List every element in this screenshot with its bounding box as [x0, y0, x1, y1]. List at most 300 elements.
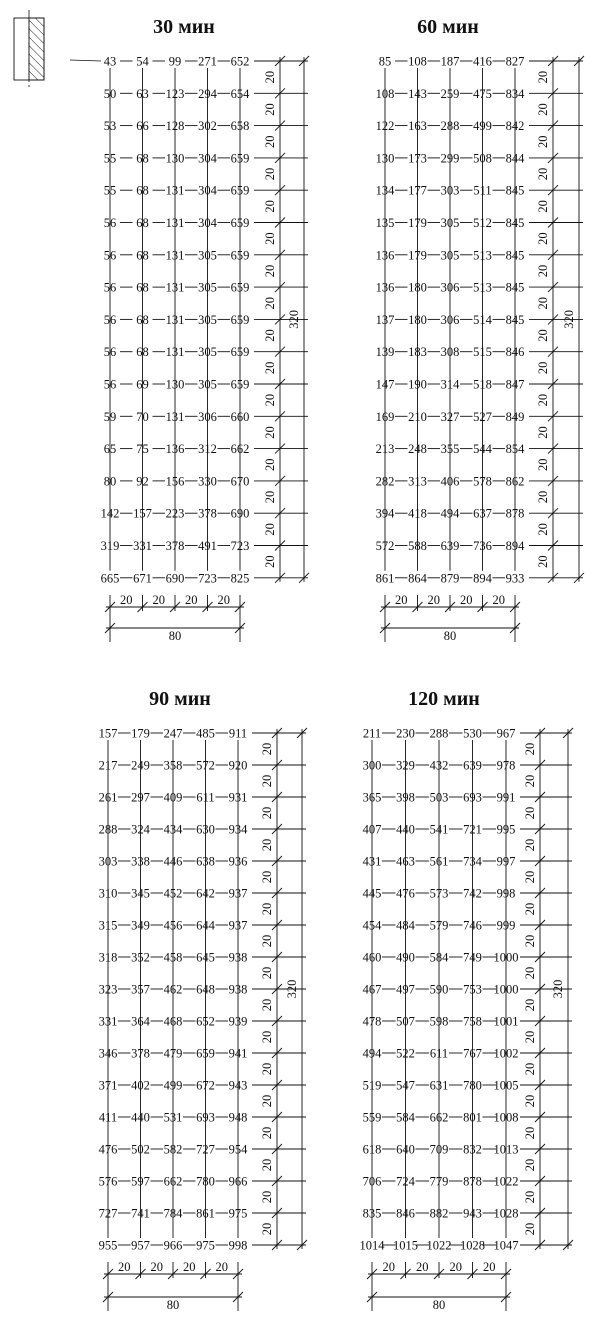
temperature-value: 527: [473, 409, 492, 424]
temperature-value: 502: [131, 1142, 150, 1157]
temperature-value: 183: [408, 345, 427, 360]
temperature-value: 68: [136, 345, 149, 360]
temperature-value: 631: [429, 1078, 449, 1093]
temperature-value: 305: [440, 248, 460, 263]
temperature-value: 659: [230, 151, 250, 166]
temperature-value: 398: [396, 790, 415, 805]
width-spacing-label: 20: [152, 593, 165, 607]
temperature-value: 978: [496, 758, 516, 773]
temperature-value: 598: [429, 1014, 449, 1029]
temperature-value: 179: [408, 216, 427, 230]
temperature-value: 966: [228, 1174, 248, 1189]
temperature-value: 1013: [493, 1142, 519, 1157]
temperature-value: 135: [375, 216, 395, 230]
temperature-value: 1002: [493, 1046, 519, 1061]
temperature-value: 305: [198, 345, 217, 360]
temperature-value: 572: [196, 758, 215, 773]
temperature-value: 304: [198, 151, 217, 166]
temperature-value: 998: [228, 1238, 248, 1253]
width-spacing-label: 20: [118, 1260, 131, 1274]
spacing-label: 20: [536, 135, 550, 148]
temperature-value: 522: [396, 1046, 415, 1061]
temperature-value: 56: [103, 216, 117, 230]
temperature-value: 345: [131, 886, 150, 901]
width-spacing-label: 20: [382, 1260, 395, 1274]
temperature-value: 741: [131, 1206, 150, 1221]
temperature-value: 187: [440, 54, 460, 69]
spacing-label: 20: [523, 998, 537, 1012]
temperature-value: 933: [505, 571, 525, 586]
temperature-value: 845: [505, 183, 525, 198]
temperature-value: 511: [473, 183, 492, 198]
temperature-value: 894: [505, 539, 525, 553]
temperature-value: 365: [362, 790, 382, 805]
temperature-value: 297: [131, 790, 150, 805]
temperature-value: 845: [505, 280, 525, 295]
temperature-value: 937: [228, 886, 248, 901]
temperature-value: 834: [505, 86, 525, 101]
temperature-value: 312: [198, 442, 217, 457]
temperature-value: 490: [396, 950, 415, 965]
temperature-value: 854: [505, 442, 525, 457]
temperature-value: 494: [362, 1046, 382, 1061]
temperature-value: 456: [163, 918, 183, 933]
temperature-value: 1028: [460, 1238, 485, 1253]
temperature-value: 894: [473, 571, 492, 586]
temperature-value: 660: [230, 409, 250, 424]
temperature-value: 304: [198, 216, 217, 230]
temperature-value: 310: [98, 886, 118, 901]
temperature-value: 491: [198, 539, 217, 553]
temperature-value: 672: [196, 1078, 215, 1093]
temperature-value: 1000: [493, 950, 519, 965]
temperature-value: 1015: [393, 1238, 418, 1253]
temperature-value: 1000: [493, 982, 519, 997]
height-label: 320: [551, 979, 565, 999]
spacing-label: 20: [536, 555, 550, 568]
spacing-label: 20: [523, 902, 537, 916]
temperature-value: 440: [131, 1110, 150, 1125]
temperature-value: 122: [375, 119, 395, 134]
temperature-value: 142: [100, 506, 120, 521]
temperature-value: 579: [429, 918, 449, 933]
temperature-value: 518: [473, 377, 492, 392]
spacing-label: 20: [263, 555, 277, 568]
temperature-value: 503: [429, 790, 449, 805]
temperature-value: 920: [228, 758, 248, 773]
temperature-value: 665: [100, 571, 120, 586]
temperature-value: 485: [196, 726, 215, 741]
temperature-value: 561: [429, 854, 449, 869]
temperature-value: 997: [496, 854, 516, 869]
width-label: 80: [432, 1298, 446, 1312]
temperature-value: 1001: [493, 1014, 519, 1029]
width-spacing-label: 20: [183, 1260, 196, 1274]
panel-title: 90 мин: [149, 688, 211, 710]
spacing-label: 20: [263, 232, 277, 245]
temperature-value: 190: [408, 377, 427, 392]
temperature-value: 406: [440, 474, 460, 489]
temperature-value: 402: [131, 1078, 150, 1093]
temperature-value: 156: [165, 474, 185, 489]
height-label: 320: [287, 310, 301, 329]
spacing-label: 20: [260, 966, 274, 980]
temperature-value: 452: [163, 886, 183, 901]
temperature-value: 1022: [493, 1174, 519, 1189]
spacing-label: 20: [263, 329, 277, 342]
spacing-label: 20: [536, 167, 550, 181]
panel-title: 30 мин: [153, 16, 215, 38]
temperature-value: 578: [473, 474, 492, 489]
spacing-label: 20: [260, 774, 274, 788]
spacing-label: 20: [536, 264, 550, 278]
temperature-value: 305: [198, 312, 217, 327]
temperature-value: 131: [165, 409, 185, 424]
temperature-value: 749: [463, 950, 482, 965]
temperature-value: 139: [375, 345, 395, 360]
temperature-value: 588: [408, 539, 427, 553]
width-spacing-label: 20: [427, 593, 440, 607]
temperature-value: 288: [440, 119, 460, 134]
temperature-value: 780: [463, 1078, 482, 1093]
temperature-value: 355: [440, 442, 460, 457]
temperature-value: 559: [362, 1110, 382, 1125]
height-label: 320: [285, 979, 299, 999]
spacing-label: 20: [263, 297, 277, 310]
temperature-value: 247: [163, 726, 183, 741]
temperature-value: 584: [396, 1110, 415, 1125]
temperature-value: 934: [228, 822, 248, 837]
temperature-value: 1028: [493, 1206, 519, 1221]
temperature-value: 314: [440, 377, 460, 392]
temperature-value: 582: [163, 1142, 183, 1157]
spacing-label: 20: [536, 200, 550, 213]
temperature-value: 261: [98, 790, 118, 805]
temperature-value: 513: [473, 280, 492, 295]
temperature-value: 180: [408, 280, 427, 295]
spacing-label: 20: [260, 1222, 274, 1236]
temperature-value: 318: [98, 950, 118, 965]
width-spacing-label: 20: [492, 593, 505, 607]
temperature-value: 130: [165, 377, 185, 392]
temperature-value: 995: [496, 822, 516, 837]
temperature-value: 99: [168, 54, 182, 69]
temperature-value: 938: [228, 950, 248, 965]
temperature-value: 131: [165, 216, 185, 230]
temperature-value: 639: [463, 758, 482, 773]
temperature-value: 300: [362, 758, 382, 773]
temperature-value: 432: [429, 758, 449, 773]
temperature-value: 825: [230, 571, 250, 586]
temperature-value: 938: [228, 982, 248, 997]
spacing-label: 20: [536, 297, 550, 310]
temperature-value: 911: [228, 726, 248, 741]
spacing-label: 20: [536, 393, 550, 407]
temperature-value: 248: [408, 442, 427, 457]
spacing-label: 20: [260, 870, 274, 884]
temperature-value: 217: [98, 758, 118, 773]
temperature-value: 1005: [493, 1078, 519, 1093]
temperature-value: 706: [362, 1174, 382, 1189]
spacing-label: 20: [260, 1094, 274, 1108]
temperature-value: 753: [463, 982, 482, 997]
temperature-value: 659: [230, 280, 250, 295]
spacing-label: 20: [536, 458, 550, 471]
temperature-value: 128: [165, 119, 185, 134]
temperature-value: 92: [136, 474, 149, 489]
temperature-value: 849: [505, 409, 525, 424]
temperature-value: 409: [163, 790, 183, 805]
spacing-label: 20: [263, 200, 277, 213]
temperature-value: 131: [165, 248, 185, 263]
temperature-value: 645: [196, 950, 215, 965]
temperature-value: 693: [463, 790, 482, 805]
spacing-label: 20: [263, 490, 277, 504]
temperature-value: 662: [230, 442, 250, 457]
temperature-value: 879: [440, 571, 460, 586]
temperature-value: 648: [196, 982, 215, 997]
temperature-value: 659: [196, 1046, 215, 1061]
temperature-value: 507: [396, 1014, 415, 1029]
temperature-value: 302: [198, 119, 217, 134]
spacing-label: 20: [260, 1158, 274, 1172]
temperature-value: 846: [396, 1206, 415, 1221]
temperature-value: 659: [230, 312, 250, 327]
spacing-label: 20: [260, 1030, 274, 1044]
width-spacing-label: 20: [395, 593, 408, 607]
temperature-value: 179: [408, 248, 427, 263]
temperature-value: 136: [165, 442, 185, 457]
panel-title: 60 мин: [417, 16, 479, 38]
temperature-value: 541: [429, 822, 449, 837]
temperature-value: 305: [440, 216, 460, 230]
temperature-value: 514: [473, 312, 492, 327]
spacing-label: 20: [536, 329, 550, 342]
width-spacing-label: 20: [449, 1260, 462, 1274]
spacing-label: 20: [523, 806, 537, 820]
temperature-value: 378: [198, 506, 217, 521]
temperature-value: 497: [396, 982, 415, 997]
temperature-value: 835: [362, 1206, 382, 1221]
temperature-value: 845: [505, 248, 525, 263]
temperature-value: 967: [496, 726, 516, 741]
temperature-value: 878: [463, 1174, 482, 1189]
temperature-value: 478: [362, 1014, 382, 1029]
temperature-value: 463: [396, 854, 415, 869]
temperature-value: 137: [375, 312, 395, 327]
temperature-value: 288: [98, 822, 118, 837]
temperature-value: 378: [131, 1046, 150, 1061]
spacing-label: 20: [263, 426, 277, 439]
temperature-value: 779: [429, 1174, 449, 1189]
temperature-value: 659: [230, 345, 250, 360]
temperature-value: 637: [473, 506, 492, 521]
temperature-value: 484: [396, 918, 415, 933]
temperature-value: 440: [396, 822, 415, 837]
temperature-value: 305: [198, 280, 217, 295]
spacing-label: 20: [523, 1158, 537, 1172]
spacing-label: 20: [260, 1190, 274, 1204]
width-spacing-label: 20: [416, 1260, 429, 1274]
temperature-value: 43: [103, 54, 117, 69]
temperature-value: 954: [228, 1142, 248, 1157]
temperature-value: 331: [133, 539, 152, 553]
temperature-value: 210: [408, 409, 427, 424]
spacing-label: 20: [260, 742, 274, 756]
temperature-value: 169: [375, 409, 395, 424]
temperature-value: 411: [98, 1110, 118, 1125]
temperature-value: 179: [131, 726, 150, 741]
temperature-value: 446: [163, 854, 183, 869]
temperature-value: 941: [228, 1046, 248, 1061]
temperature-value: 727: [98, 1206, 118, 1221]
temperature-value: 53: [103, 119, 117, 134]
temperature-value: 842: [505, 119, 525, 134]
width-spacing-label: 20: [460, 593, 473, 607]
temperature-value: 1008: [493, 1110, 519, 1125]
spacing-label: 20: [536, 103, 550, 116]
spacing-label: 20: [263, 70, 277, 84]
temperature-value: 329: [396, 758, 415, 773]
temperature-value: 305: [198, 377, 217, 392]
temperature-value: 847: [505, 377, 525, 392]
temperature-value: 742: [463, 886, 482, 901]
temperature-value: 305: [198, 248, 217, 263]
temperature-value: 134: [375, 183, 395, 198]
temperature-value: 418: [408, 506, 427, 521]
width-label: 80: [168, 629, 182, 643]
spacing-label: 20: [523, 870, 537, 884]
temperature-value: 736: [473, 539, 492, 553]
temperature-value: 845: [505, 312, 525, 327]
temperature-value: 65: [103, 442, 117, 457]
temperature-value: 618: [362, 1142, 382, 1157]
spacing-label: 20: [523, 742, 537, 756]
temperature-value: 163: [408, 119, 427, 134]
temperature-value: 323: [98, 982, 118, 997]
temperature-value: 180: [408, 312, 427, 327]
spacing-label: 20: [536, 426, 550, 439]
temperature-value: 330: [198, 474, 217, 489]
temperature-value: 746: [463, 918, 482, 933]
spacing-label: 20: [523, 1030, 537, 1044]
width-spacing-label: 20: [217, 593, 230, 607]
temperature-value: 468: [163, 1014, 183, 1029]
spacing-label: 20: [536, 523, 550, 536]
temperature-value: 454: [362, 918, 382, 933]
temperature-value: 59: [103, 409, 117, 424]
temperature-value: 416: [473, 54, 492, 69]
temperature-value: 494: [440, 506, 460, 521]
temperature-value: 966: [163, 1238, 183, 1253]
temperature-value: 654: [230, 86, 250, 101]
temperature-value: 327: [440, 409, 460, 424]
spacing-label: 20: [260, 838, 274, 852]
temperature-value: 211: [362, 726, 382, 741]
temperature-value: 85: [378, 54, 392, 69]
temperature-value: 659: [230, 248, 250, 263]
temperature-value: 66: [136, 119, 149, 134]
temperature-value: 515: [473, 345, 492, 360]
temperature-value: 143: [408, 86, 427, 101]
temperature-value: 157: [98, 726, 118, 741]
temperature-value: 662: [429, 1110, 449, 1125]
spacing-label: 20: [523, 934, 537, 948]
spacing-label: 20: [260, 998, 274, 1012]
temperature-value: 832: [463, 1142, 482, 1157]
temperature-value: 723: [198, 571, 217, 586]
temperature-value: 349: [131, 918, 150, 933]
temperature-value: 306: [440, 280, 460, 295]
temperature-value: 324: [131, 822, 150, 837]
temperature-value: 68: [136, 216, 149, 230]
temperature-value: 230: [396, 726, 415, 741]
spacing-label: 20: [536, 490, 550, 504]
width-spacing-label: 20: [215, 1260, 228, 1274]
temperature-value: 131: [165, 345, 185, 360]
spacing-label: 20: [523, 1190, 537, 1204]
temperature-value: 173: [408, 151, 427, 166]
temperature-value: 157: [133, 506, 152, 521]
temperature-value: 131: [165, 183, 185, 198]
spacing-label: 20: [263, 264, 277, 278]
temperature-value: 780: [196, 1174, 215, 1189]
temperature-value: 638: [196, 854, 215, 869]
temperature-value: 50: [103, 86, 117, 101]
temperature-value: 693: [196, 1110, 215, 1125]
temperature-value: 80: [103, 474, 117, 489]
temperature-value: 434: [163, 822, 183, 837]
temperature-value: 68: [136, 248, 149, 263]
panel-title: 120 мин: [408, 688, 480, 710]
temperature-value: 727: [196, 1142, 215, 1157]
temperature-value: 519: [362, 1078, 382, 1093]
spacing-label: 20: [260, 1062, 274, 1076]
temperature-value: 611: [429, 1046, 449, 1061]
temperature-value: 131: [165, 280, 185, 295]
spacing-label: 20: [523, 1094, 537, 1108]
temperature-value: 346: [98, 1046, 118, 1061]
temperature-value: 584: [429, 950, 449, 965]
temperature-value: 844: [505, 151, 525, 166]
temperature-value: 445: [362, 886, 382, 901]
temperature-value: 939: [228, 1014, 248, 1029]
temperature-value: 130: [375, 151, 395, 166]
temperature-value: 259: [440, 86, 460, 101]
temperature-value: 975: [228, 1206, 248, 1221]
spacing-label: 20: [260, 1126, 274, 1140]
temperature-value: 55: [103, 151, 117, 166]
temperature-value: 1047: [493, 1238, 519, 1253]
temperature-value: 530: [463, 726, 482, 741]
width-spacing-label: 20: [150, 1260, 163, 1274]
temperature-value: 1014: [359, 1238, 385, 1253]
temperature-value: 861: [375, 571, 395, 586]
temperature-value: 878: [505, 506, 525, 521]
temperature-value: 288: [429, 726, 449, 741]
temperature-value: 306: [440, 312, 460, 327]
temperature-value: 479: [163, 1046, 183, 1061]
temperature-value: 644: [196, 918, 215, 933]
temperature-value: 54: [136, 54, 149, 69]
temperature-value: 299: [440, 151, 460, 166]
spacing-label: 20: [523, 774, 537, 788]
spacing-label: 20: [263, 458, 277, 471]
temperature-value: 431: [362, 854, 382, 869]
temperature-value: 108: [375, 86, 395, 101]
spacing-label: 20: [523, 1222, 537, 1236]
temperature-value: 758: [463, 1014, 482, 1029]
